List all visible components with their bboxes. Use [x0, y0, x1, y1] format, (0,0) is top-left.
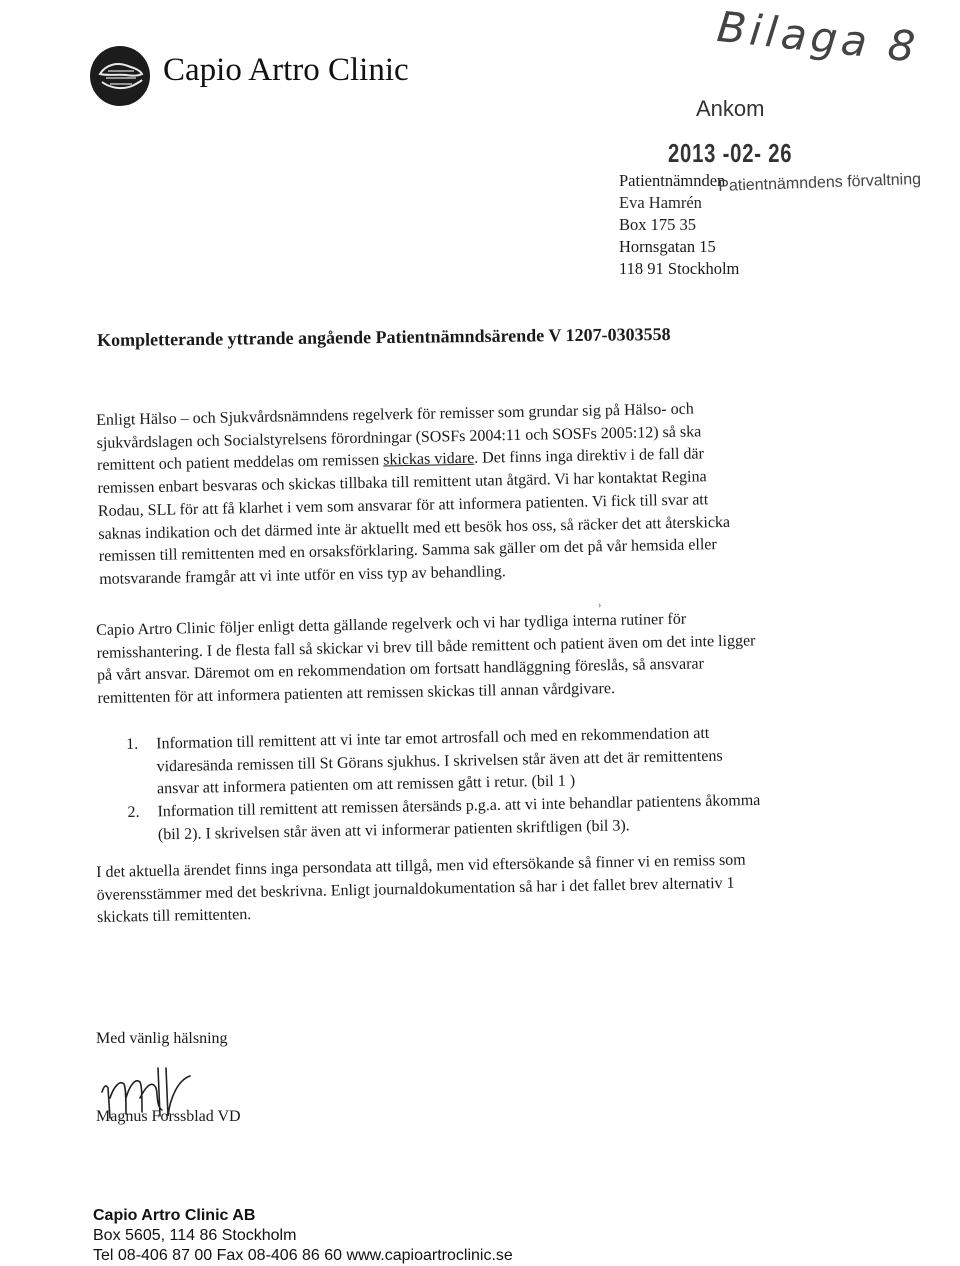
letter-footer: [93, 1206, 513, 1264]
underlined-text: skickas vidare: [382, 450, 475, 469]
paragraph-line: sjukvårdslagen och Socialstyrelsens förordningar (SOSFs 2004:11 och SOSFs 2005:12) så ska: [96, 423, 702, 452]
recipient-line: Patientnämnden: [619, 171, 726, 190]
paragraph-line: motsvarande framgår att vi inte utför en viss typ av behandling.: [99, 563, 506, 588]
received-stamp-department: Patientnämndens förvaltning: [718, 170, 922, 195]
closing-greeting: Med vänlig hälsning: [96, 1030, 228, 1047]
footer-contact-cropped: [93, 1246, 513, 1264]
paragraph-line: remissen enbart besvaras och skickas tillbaka till remittent utan åtgärd. Vi har kontaktat Regina: [97, 468, 707, 498]
paragraph-line: Capio Artro Clinic följer enligt detta gällande regelverk och vi har tydliga interna rutiner för: [96, 610, 687, 639]
paragraph-line: remittenten för att informera patienten att remissen skickas till annan vårdgivare.: [97, 680, 616, 708]
paragraph-line: remissen till remittenten med en orsaksförklaring. Samma sak gäller om det på vår hemsida eller: [98, 536, 717, 566]
stray-mark: ›: [598, 600, 602, 611]
list-item: [126, 721, 807, 802]
paragraph-line: Enligt Hälso – och Sjukvårdsnämndens regelverk för remisser som grundar sig på Hälso- och: [96, 400, 694, 429]
text-run: . Det finns inga direktiv i de fall där: [474, 445, 705, 468]
numbered-list: [126, 721, 808, 848]
list-line: ansvar att informera patienten om att remissen gått i retur. (bil 1 ): [156, 772, 576, 798]
paragraph-line: skickats till remittenten.: [96, 906, 252, 927]
paragraph-line: saknas indikation och det därmed inte är aktuellt med ett besök hos oss, så räcker det att återskicka: [98, 513, 731, 543]
company-logo: [88, 44, 152, 108]
paragraph-line: I det aktuella ärendet finns inga persondata att tillgå, men vid eftersökande så finner vi en remiss som: [96, 851, 746, 881]
footer-company: Capio Artro Clinic AB: [93, 1207, 256, 1224]
footer-address: Box 5605, 114 86 Stockholm: [93, 1227, 297, 1244]
recipient-line: 118 91 Stockholm: [619, 259, 740, 278]
paragraph-line: remisshantering. I de flesta fall så skickar vi brev till både remittent och patient även om det inte ligger: [96, 632, 756, 662]
list-number: 2.: [127, 803, 140, 822]
footer-contact-text: Tel 08-406 87 00 Fax 08-406 86 60 www.capioartroclinic.se: [93, 1247, 513, 1264]
recipient-line: Eva Hamrén: [619, 193, 702, 212]
received-stamp-label: Ankom: [696, 96, 765, 121]
paragraph-regulations: [96, 397, 799, 592]
handwritten-attachment-note: Bilaga 8: [714, 2, 922, 72]
paragraph-routines: [96, 606, 818, 711]
list-line: Information till remittent att remissen återsänds p.g.a. att vi inte behandlar patientens åkomma: [157, 791, 761, 821]
paragraph-line: Rodau, SLL för att få klarhet i vem som ansvarar för att informera patienten. Vi fick till svar att: [97, 491, 709, 520]
list-line: (bil 2). I skrivelsen står även att vi informerar patienten skriftligen (bil 3).: [157, 817, 630, 844]
received-stamp-date: 2013 -02- 26: [668, 138, 793, 168]
company-name: Capio Artro Clinic: [163, 52, 409, 88]
list-number: 1.: [126, 735, 139, 753]
text-run: remittent och patient meddelas om remissen: [96, 451, 384, 475]
paragraph-current-case: [96, 848, 817, 930]
paragraph-line: på vårt ansvar. Däremot om en rekommendation om fortsatt handläggning föreslås, så ansvarar: [96, 655, 705, 685]
list-line: Information till remittent att vi inte tar emot artrosfall och med en rekommendation att: [156, 724, 710, 753]
recipient-line: Hornsgatan 15: [619, 237, 716, 256]
paragraph-line: överensstämmer med det beskrivna. Enligt journaldokumentation så har i det fallet brev alternativ 1: [96, 874, 735, 904]
signer-name: Magnus Forssblad VD: [96, 1108, 241, 1125]
list-line: vidaresända remissen till St Görans sjukhus. I skrivelsen står även att det är remittentens: [156, 747, 723, 776]
recipient-line: Box 175 35: [619, 215, 697, 234]
letter-subject: Kompletterande yttrande angående Patientnämndsärende V 1207-0303558: [97, 323, 671, 350]
